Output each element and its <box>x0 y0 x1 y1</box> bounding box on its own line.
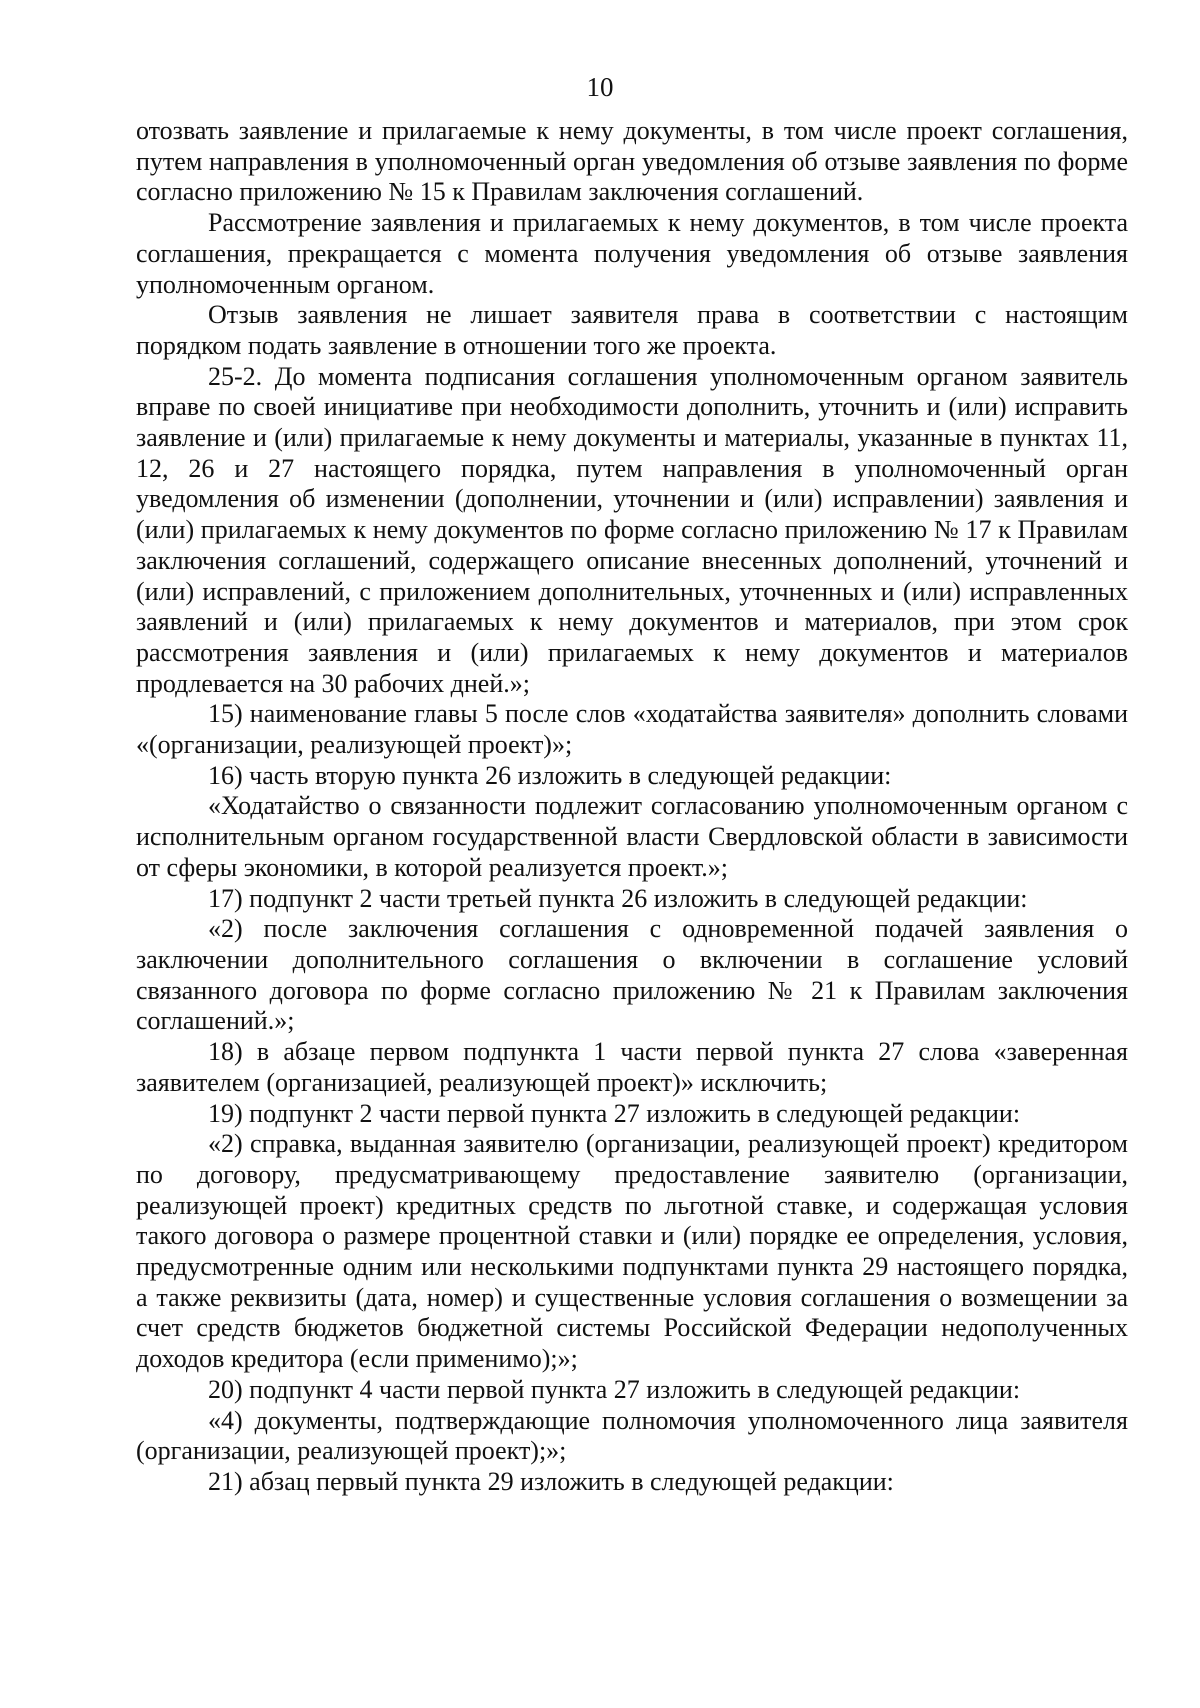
paragraph-2: Рассмотрение заявления и прилагаемых к нему документов, в том числе проекта соглашения, прекращается с момента получения уведомления об отзыве заявления уполномоченным органом. <box>136 208 1128 299</box>
paragraph-13: 20) подпункт 4 части первой пункта 27 изложить в следующей редакции: <box>208 1374 1021 1404</box>
paragraph-12: «2) справка, выданная заявителю (организации, реализующей проект) кредитором по договору, предусматривающему предоставление заявителю (организации, реализующей проект) кредитных средств по льготной ставке, и содержащая условия такого договора о размере процентной ставки и (или) порядке ее определения, условия, предусмотренные одним или несколькими подпунктами пункта 29 настоящего порядка, а также реквизиты (дата, номер) и существенные условия соглашения о возмещении за счет средств бюджетов бюджетной системы Российской Федерации недополученных доходов кредитора (если применимо);»; <box>136 1129 1128 1374</box>
paragraph-4: 25-2. До момента подписания соглашения уполномоченным органом заявитель вправе по своей инициативе при необходимости дополнить, уточнить и (или) исправить заявление и (или) прилагаемые к нему документы и материалы, указанные в пунктах 11, 12, 26 и 27 настоящего порядка, путем направления в уполномоченный орган уведомления об изменении (дополнении, уточнении и (или) исправлении) заявления и (или) прилагаемых к нему документов по форме согласно приложению № 17 к Правилам заключения соглашений, содержащего описание внесенных дополнений, уточнений и (или) исправлений, с приложением дополнительных, уточненных и (или) исправленных заявлений и (или) прилагаемых к нему документов и материалов, при этом срок рассмотрения заявления и (или) прилагаемых к нему документов и материалов продлевается на 30 рабочих дней.»; <box>136 361 1128 698</box>
document-body <box>136 116 1128 1498</box>
paragraph-5: 15) наименование главы 5 после слов «ходатайства заявителя» дополнить словами «(организации, реализующей проект)»; <box>136 699 1128 760</box>
paragraph-1: отозвать заявление и прилагаемые к нему документы, в том числе проект соглашения, путем направления в уполномоченный орган уведомления об отзыве заявления по форме согласно приложению № 15 к Правилам заключения соглашений. <box>136 116 1128 207</box>
paragraph-11: 19) подпункт 2 части первой пункта 27 изложить в следующей редакции: <box>208 1098 1021 1128</box>
paragraph-8: 17) подпункт 2 части третьей пункта 26 изложить в следующей редакции: <box>208 883 1028 913</box>
paragraph-15: 21) абзац первый пункта 29 изложить в следующей редакции: <box>208 1466 894 1496</box>
paragraph-6: 16) часть вторую пункта 26 изложить в следующей редакции: <box>208 760 892 790</box>
page-number: 10 <box>586 72 614 102</box>
paragraph-9: «2) после заключения соглашения с одновременной подачей заявления о заключении дополнительного соглашения о включении в соглашение условий связанного договора по форме согласно приложению № 21 к Правилам заключения соглашений.»; <box>136 914 1128 1036</box>
paragraph-3: Отзыв заявления не лишает заявителя права в соответствии с настоящим порядком подать заявление в отношении того же проекта. <box>136 300 1128 360</box>
paragraph-7: «Ходатайство о связанности подлежит согласованию уполномоченным органом с исполнительным органом государственной власти Свердловской области в зависимости от сферы экономики, в которой реализуется проект.»; <box>136 791 1128 882</box>
paragraph-10: 18) в абзаце первом подпункта 1 части первой пункта 27 слова «заверенная заявителем (организацией, реализующей проект)» исключить; <box>136 1037 1128 1097</box>
paragraph-14: «4) документы, подтверждающие полномочия уполномоченного лица заявителя (организации, реализующей проект);»; <box>136 1405 1128 1466</box>
